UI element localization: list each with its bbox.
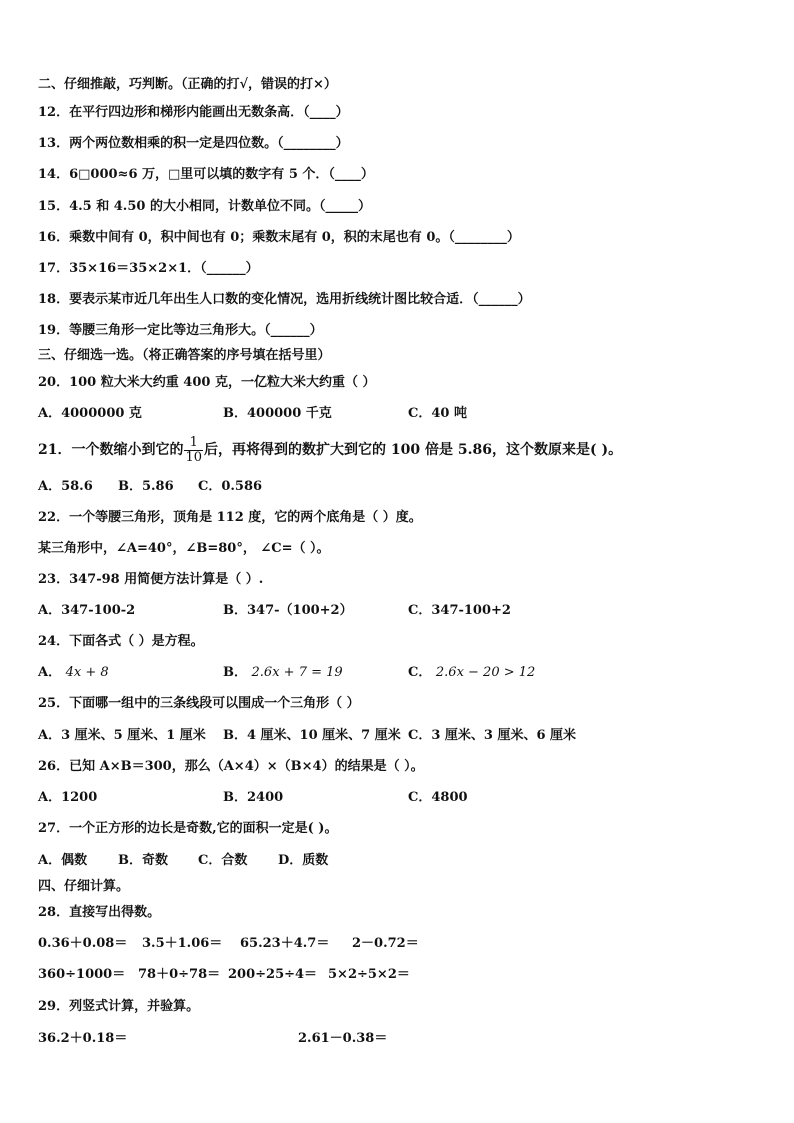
- option-c: C．4800: [408, 790, 468, 805]
- option-b: B．奇数: [118, 853, 168, 868]
- option-a: A．偶数: [38, 853, 88, 868]
- question-21-stem: [38, 432, 622, 468]
- section-3-heading: 三、仔细选一选。（将正确答案的序号填在括号里）: [38, 348, 331, 363]
- calc-item: 3.5＋1.06＝: [142, 936, 223, 951]
- fraction-denominator: 10: [185, 449, 203, 465]
- option-c: [408, 664, 535, 682]
- question-17: 17．35×16＝35×2×1．（______）: [38, 261, 259, 276]
- question-23-stem: 23．347-98 用简便方法计算是（ ）.: [38, 572, 264, 587]
- question-12: 12．在平行四边形和梯形内能画出无数条高．（____）: [38, 105, 349, 120]
- option-c-label: C．: [408, 665, 432, 680]
- calc-item: 0.36＋0.08＝: [38, 936, 128, 951]
- calc-item: 36.2＋0.18＝: [38, 1031, 128, 1046]
- calc-item: 5×2÷5×2＝: [328, 967, 410, 982]
- option-c: C．40 吨: [408, 406, 467, 421]
- option-b: B．4 厘米、10 厘米、7 厘米: [223, 728, 401, 743]
- calc-item: 78＋0÷78＝: [138, 967, 221, 982]
- calc-item: 65.23＋4.7＝: [240, 936, 330, 951]
- option-a: A．3 厘米、5 厘米、1 厘米: [38, 728, 206, 743]
- question-14: 14．6□000≈6 万，□里可以填的数字有 5 个．（____）: [38, 167, 374, 182]
- calc-item: 2－0.72＝: [352, 936, 419, 951]
- calc-item: 200÷25÷4＝: [228, 967, 318, 982]
- question-28-stem: 28．直接写出得数。: [38, 905, 161, 920]
- question-13: 13．两个两位数相乘的积一定是四位数。（________）: [38, 136, 349, 151]
- option-a-expression: 4x + 8: [65, 665, 109, 680]
- question-16: 16．乘数中间有 0，积中间也有 0；乘数末尾有 0，积的末尾也有 0。（________）: [38, 230, 520, 245]
- option-b: B．347-（100+2）: [223, 603, 353, 618]
- question-26-stem: 26．已知 A×B＝300，那么（A×4）×（B×4）的结果是（ ）。: [38, 759, 424, 774]
- option-d: D．质数: [278, 853, 329, 868]
- section-4-heading: 四、仔细计算。: [38, 879, 130, 894]
- option-b: B．5.86: [118, 479, 174, 494]
- option-c: C．合数: [198, 853, 248, 868]
- question-20-stem: 20．100 粒大米大约重 400 克，一亿粒大米大约重（ ）: [38, 375, 376, 390]
- question-24-stem: 24．下面各式（ ）是方程。: [38, 634, 204, 649]
- question-15: 15．4.5 和 4.50 的大小相同，计数单位不同。（_____）: [38, 199, 371, 214]
- question-27-stem: 27．一个正方形的边长是奇数,它的面积一定是( )。: [38, 821, 338, 836]
- option-b-label: B．: [223, 665, 247, 680]
- option-a: A．347-100-2: [38, 603, 136, 618]
- option-a-label: A．: [38, 665, 62, 680]
- option-a: A．4000000 克: [38, 406, 142, 421]
- fraction-one-tenth: [184, 436, 203, 465]
- option-b: B．400000 千克: [223, 406, 332, 421]
- option-b: [223, 664, 343, 682]
- calc-item: 2.61－0.38＝: [298, 1031, 388, 1046]
- question-21-text-after: 后，再将得到的数扩大到它的 100 倍是 5.86，这个数原来是( )。: [204, 442, 623, 458]
- question-21-text-before: 21．一个数缩小到它的: [38, 442, 184, 458]
- section-2-heading: 二、仔细推敲，巧判断。（正确的打√，错误的打×）: [38, 77, 337, 92]
- option-c: C．0.586: [198, 479, 263, 494]
- fraction-numerator: 1: [184, 436, 203, 451]
- option-c: C．3 厘米、3 厘米、6 厘米: [408, 728, 577, 743]
- option-c-expression: 2.6x − 20 > 12: [435, 665, 536, 680]
- question-18: 18．要表示某市近几年出生人口数的变化情况，选用折线统计图比较合适．（______）: [38, 292, 531, 307]
- option-a: A．1200: [38, 790, 98, 805]
- option-b-expression: 2.6x + 7 = 19: [251, 665, 343, 680]
- question-22-stem: 22．一个等腰三角形，顶角是 112 度，它的两个底角是（ ）度。: [38, 510, 422, 525]
- option-a: A．58.6: [38, 479, 93, 494]
- question-19: 19．等腰三角形一定比等边三角形大。（______）: [38, 323, 323, 338]
- question-29-stem: 29．列竖式计算，并验算。: [38, 999, 200, 1014]
- calc-item: 360÷1000＝: [38, 967, 126, 982]
- option-c: C．347-100+2: [408, 603, 511, 618]
- option-a: [38, 664, 109, 682]
- question-22-extra: 某三角形中，∠A=40°，∠B=80°， ∠C=（ ）。: [38, 541, 330, 556]
- option-b: B．2400: [223, 790, 284, 805]
- question-25-stem: 25．下面哪一组中的三条线段可以围成一个三角形（ ）: [38, 696, 360, 711]
